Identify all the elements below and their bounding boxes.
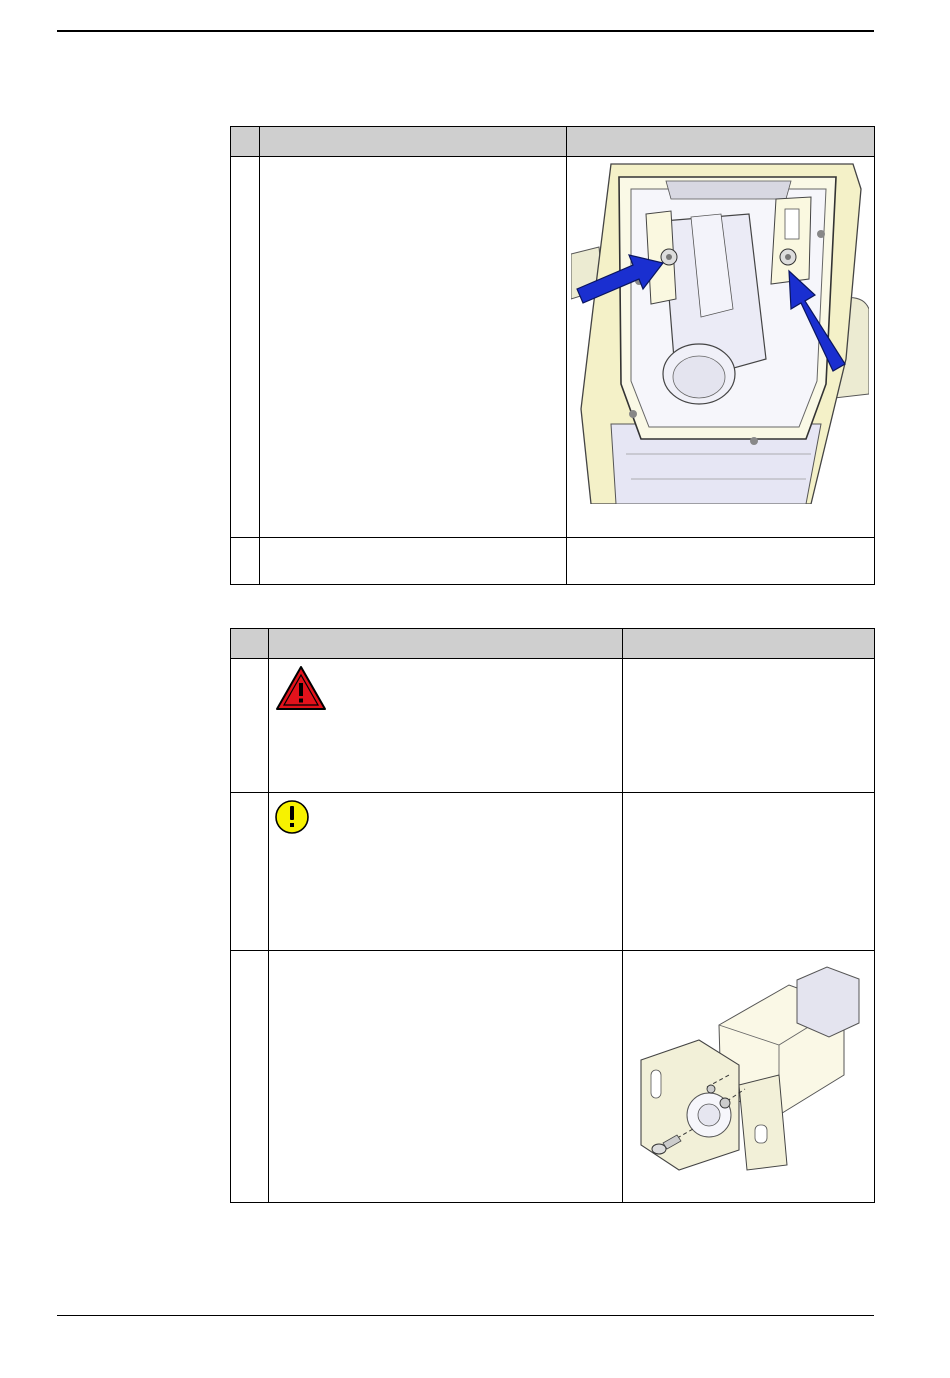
- footer-rule: [57, 1315, 874, 1316]
- table-row: [231, 951, 875, 1203]
- arm-housing-illustration: [571, 159, 869, 504]
- step-number: [231, 951, 269, 1203]
- procedure-table-1: [230, 126, 875, 585]
- table-row: [231, 538, 875, 585]
- column-header-number: [231, 127, 260, 157]
- table-row: [231, 793, 875, 951]
- table-header-row: [231, 127, 875, 157]
- table-row: [231, 659, 875, 793]
- step-number: [231, 659, 269, 793]
- step-note: [623, 951, 875, 1203]
- motor-exploded-illustration: [629, 965, 869, 1185]
- caution-circle-icon: [275, 799, 315, 835]
- procedure-table-2: [230, 628, 875, 1203]
- step-note: [623, 659, 875, 793]
- table-row: [231, 157, 875, 538]
- step-action: [269, 951, 623, 1203]
- step-action: [269, 659, 623, 793]
- step-action: [260, 538, 567, 585]
- column-header-note: [567, 127, 875, 157]
- step-number: [231, 538, 260, 585]
- table-header-row: [231, 629, 875, 659]
- step-number: [231, 157, 260, 538]
- column-header-note: [623, 629, 875, 659]
- step-number: [231, 793, 269, 951]
- column-header-action: [269, 629, 623, 659]
- step-note: [623, 793, 875, 951]
- column-header-action: [260, 127, 567, 157]
- step-note: [567, 538, 875, 585]
- step-action: [260, 157, 567, 538]
- danger-triangle-icon: [275, 665, 327, 711]
- header-rule: [57, 30, 874, 32]
- column-header-number: [231, 629, 269, 659]
- step-note: [567, 157, 875, 538]
- step-action: [269, 793, 623, 951]
